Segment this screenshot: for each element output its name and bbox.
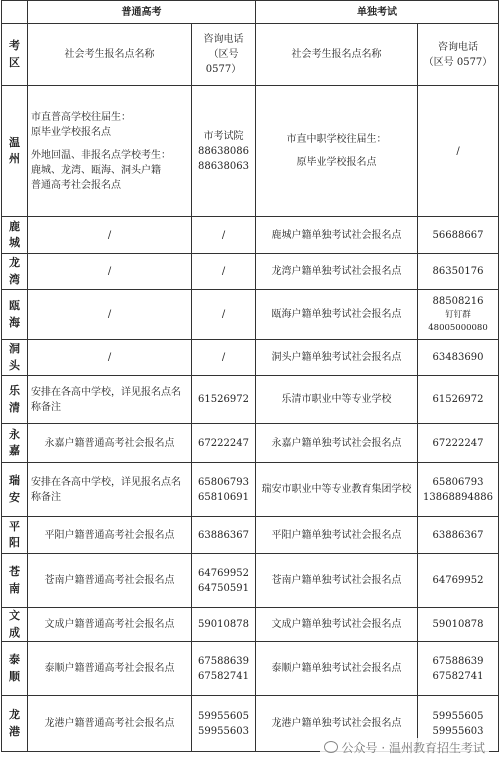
dk-phone-cell	[418, 217, 499, 254]
header-dk-site: 社会考生报名点名称	[256, 24, 418, 86]
dk-site-cell	[256, 642, 418, 696]
pg-phone-cell	[192, 424, 256, 463]
table-row	[2, 376, 499, 424]
table-row	[2, 463, 499, 517]
pg-site-cell	[28, 424, 192, 463]
pg-site-cell-line: /	[107, 352, 112, 363]
dk-phone-cell-line: 64769952	[432, 575, 484, 586]
pg-site-cell	[28, 517, 192, 554]
dk-site-cell	[256, 340, 418, 376]
pg-site-cell-line: 普通高考社会报名点	[31, 179, 121, 191]
dk-phone-cell-line: 钉钉群 48005000080	[428, 310, 488, 333]
pg-site-cell-line: 平阳户籍普通高考社会报名点	[44, 529, 175, 541]
dk-phone-cell	[418, 554, 499, 608]
dk-site-cell-line: 文成户籍单独考试社会报名点	[271, 619, 402, 630]
watermark	[320, 738, 489, 757]
pg-phone-cell	[192, 86, 256, 217]
area-cell: 永嘉	[2, 424, 28, 463]
table-row	[2, 86, 499, 217]
area-cell: 瑞安	[2, 463, 28, 517]
header-putong-gaokao: 普通高考	[28, 1, 256, 24]
pg-site-cell	[28, 376, 192, 424]
pg-phone-cell-line: /	[221, 266, 226, 277]
pg-site-cell	[28, 608, 192, 642]
dk-phone-cell-line: 67222247	[432, 437, 484, 449]
dk-phone-cell-line: 86350176	[432, 266, 484, 277]
area-cell: 乐清	[2, 376, 28, 424]
table-row	[2, 217, 499, 254]
pg-phone-cell	[192, 376, 256, 424]
header-pg-phone	[192, 24, 256, 86]
pg-phone-cell-line: /	[221, 309, 226, 320]
header-row-columns	[2, 24, 499, 86]
dk-phone-cell-line: 59955603	[432, 725, 484, 737]
table-row	[2, 340, 499, 376]
table-row	[2, 642, 499, 696]
area-cell: 文成	[2, 608, 28, 642]
dk-site-cell-line: 平阳户籍单独考试社会报名点	[271, 529, 402, 541]
dk-site-cell	[256, 290, 418, 340]
dk-phone-cell-line: 13868894886	[423, 491, 493, 503]
dk-site-cell-line: 永嘉户籍单独考试社会报名点	[271, 437, 402, 449]
pg-phone-cell	[192, 217, 256, 254]
pg-site-cell-line: 鹿城、龙湾、瓯海、洞头户籍	[31, 164, 161, 176]
enrollment-sites-table	[1, 0, 499, 752]
pg-site-cell-line: 市直普高学校往届生：	[31, 111, 131, 123]
dk-site-cell-line: 泰顺户籍单独考试社会报名点	[271, 663, 402, 674]
pg-site-cell-line: 原毕业学校报名点	[31, 126, 111, 138]
dk-phone-cell-line: 56688667	[432, 229, 484, 241]
table-row	[2, 517, 499, 554]
pg-phone-cell	[192, 608, 256, 642]
pg-site-cell-line: 外地回温、非报名点学校考生：	[31, 149, 171, 161]
dk-phone-cell-line: 63483690	[432, 352, 484, 363]
area-cell: 龙港	[2, 696, 28, 752]
pg-site-cell-line: 安排在各高中学校，详见报名点名称备注	[31, 476, 181, 503]
pg-phone-cell-line: 88638063	[198, 160, 249, 172]
dk-phone-cell	[418, 517, 499, 554]
dk-phone-cell	[418, 463, 499, 517]
pg-site-cell-line: /	[107, 266, 112, 277]
dk-site-cell	[256, 608, 418, 642]
pg-site-cell	[28, 340, 192, 376]
header-phone-label: 咨询电话	[438, 41, 478, 53]
pg-phone-cell-line: 市考试院	[203, 130, 244, 142]
watermark-text: 公众号 · 温州教育招生考试	[341, 741, 485, 755]
table-row	[2, 608, 499, 642]
pg-phone-cell-line: 67222247	[198, 437, 249, 449]
pg-site-cell-line: 文成户籍普通高考社会报名点	[44, 619, 175, 630]
dk-phone-cell-line: /	[456, 145, 460, 157]
area-cell: 平阳	[2, 517, 28, 554]
pg-phone-cell-line: 65806793	[198, 476, 249, 488]
pg-phone-cell-line: 67588639	[198, 655, 249, 667]
wechat-icon	[324, 741, 338, 753]
dk-site-cell	[256, 254, 418, 290]
dk-site-cell-line: 原毕业学校报名点	[296, 157, 377, 168]
header-dk-phone	[418, 24, 499, 86]
dk-phone-cell	[418, 642, 499, 696]
pg-site-cell	[28, 463, 192, 517]
pg-phone-cell-line: 63886367	[198, 529, 249, 541]
pg-phone-cell	[192, 340, 256, 376]
pg-phone-cell-line: 59955605	[198, 710, 249, 722]
pg-phone-cell	[192, 290, 256, 340]
pg-site-cell	[28, 217, 192, 254]
pg-phone-cell-line: 59955603	[198, 725, 249, 737]
dk-site-cell-line: 龙港户籍单独考试社会报名点	[271, 718, 402, 729]
dk-phone-cell	[418, 254, 499, 290]
pg-phone-cell-line: 88638086	[198, 145, 249, 157]
dk-site-cell-line: 鹿城户籍单独考试社会报名点	[271, 229, 402, 241]
dk-phone-cell-line: 63886367	[432, 529, 484, 541]
pg-site-cell-line: /	[107, 229, 112, 241]
pg-site-cell-line: 龙港户籍普通高考社会报名点	[44, 718, 175, 729]
dk-phone-cell	[418, 608, 499, 642]
dk-site-cell	[256, 463, 418, 517]
dk-phone-cell-line: 65806793	[432, 476, 484, 488]
table-row	[2, 254, 499, 290]
pg-site-cell	[28, 642, 192, 696]
header-phone-label: 咨询电话	[203, 34, 244, 45]
pg-phone-cell-line: /	[221, 229, 226, 241]
dk-site-cell-line: 瓯海户籍单独考试社会报名点	[271, 309, 402, 320]
dk-phone-cell-line: 59955605	[432, 710, 484, 722]
dk-phone-cell-line: 67582741	[432, 670, 484, 682]
dk-phone-cell-line: 59010878	[432, 619, 484, 630]
dk-phone-cell	[418, 376, 499, 424]
header-area: 考区	[2, 24, 28, 86]
dk-phone-cell	[418, 86, 499, 217]
pg-phone-cell	[192, 554, 256, 608]
pg-site-cell	[28, 554, 192, 608]
pg-phone-cell-line: /	[221, 352, 226, 363]
dk-site-cell-line: 市直中职学校往届生：	[286, 134, 387, 145]
pg-site-cell-line: 安排在各高中学校，详见报名点名称备注	[31, 386, 181, 413]
dk-site-cell	[256, 86, 418, 217]
pg-site-cell	[28, 696, 192, 752]
dk-site-cell-line: 瑞安市职业中等专业教育集团学校	[261, 484, 412, 495]
header-blank	[2, 1, 28, 24]
pg-phone-cell-line: 61526972	[198, 394, 249, 405]
dk-site-cell-line: 苍南户籍单独考试社会报名点	[271, 575, 402, 586]
dk-phone-cell-line: 61526972	[432, 394, 484, 405]
area-cell: 洞头	[2, 340, 28, 376]
table-row	[2, 290, 499, 340]
pg-phone-cell-line: 64769952	[198, 567, 249, 579]
pg-site-cell	[28, 290, 192, 340]
pg-phone-cell	[192, 696, 256, 752]
dk-site-cell-line: 洞头户籍单独考试社会报名点	[271, 352, 402, 363]
pg-site-cell-line: /	[107, 309, 112, 320]
dk-site-cell-line: 乐清市职业中等专业学校	[281, 394, 392, 405]
pg-phone-cell	[192, 517, 256, 554]
area-cell: 泰顺	[2, 642, 28, 696]
dk-phone-cell-line: 88508216	[432, 296, 484, 308]
dk-phone-cell-line: 67588639	[432, 655, 484, 667]
area-cell: 瓯海	[2, 290, 28, 340]
header-danduo-kaoshi: 单独考试	[256, 1, 499, 24]
pg-phone-cell-line: 67582741	[198, 670, 249, 682]
dk-site-cell-line: 龙湾户籍单独考试社会报名点	[271, 266, 402, 277]
table-row	[2, 424, 499, 463]
pg-phone-cell	[192, 642, 256, 696]
pg-site-cell	[28, 86, 192, 217]
header-phone-code: （区号 0577）	[205, 49, 242, 75]
table-body	[2, 86, 499, 752]
pg-site-cell	[28, 254, 192, 290]
header-row-groups	[2, 1, 499, 24]
pg-phone-cell	[192, 463, 256, 517]
dk-phone-cell	[418, 424, 499, 463]
pg-phone-cell-line: 59010878	[198, 619, 249, 630]
dk-phone-cell	[418, 290, 499, 340]
dk-site-cell	[256, 517, 418, 554]
dk-site-cell	[256, 424, 418, 463]
dk-site-cell	[256, 554, 418, 608]
pg-site-cell-line: 苍南户籍普通高考社会报名点	[44, 575, 175, 586]
dk-site-cell	[256, 376, 418, 424]
pg-phone-cell-line: 64750591	[198, 582, 249, 594]
area-cell: 龙湾	[2, 254, 28, 290]
dk-phone-cell	[418, 340, 499, 376]
area-cell: 温州	[2, 86, 28, 217]
dk-site-cell	[256, 217, 418, 254]
area-cell: 苍南	[2, 554, 28, 608]
table-row	[2, 554, 499, 608]
pg-phone-cell	[192, 254, 256, 290]
pg-site-cell-line: 永嘉户籍普通高考社会报名点	[44, 437, 175, 449]
pg-phone-cell-line: 65810691	[198, 491, 249, 503]
area-cell: 鹿城	[2, 217, 28, 254]
pg-site-cell-line: 泰顺户籍普通高考社会报名点	[44, 663, 175, 674]
header-pg-site: 社会考生报名点名称	[28, 24, 192, 86]
header-phone-code: （区号 0577）	[423, 56, 493, 68]
